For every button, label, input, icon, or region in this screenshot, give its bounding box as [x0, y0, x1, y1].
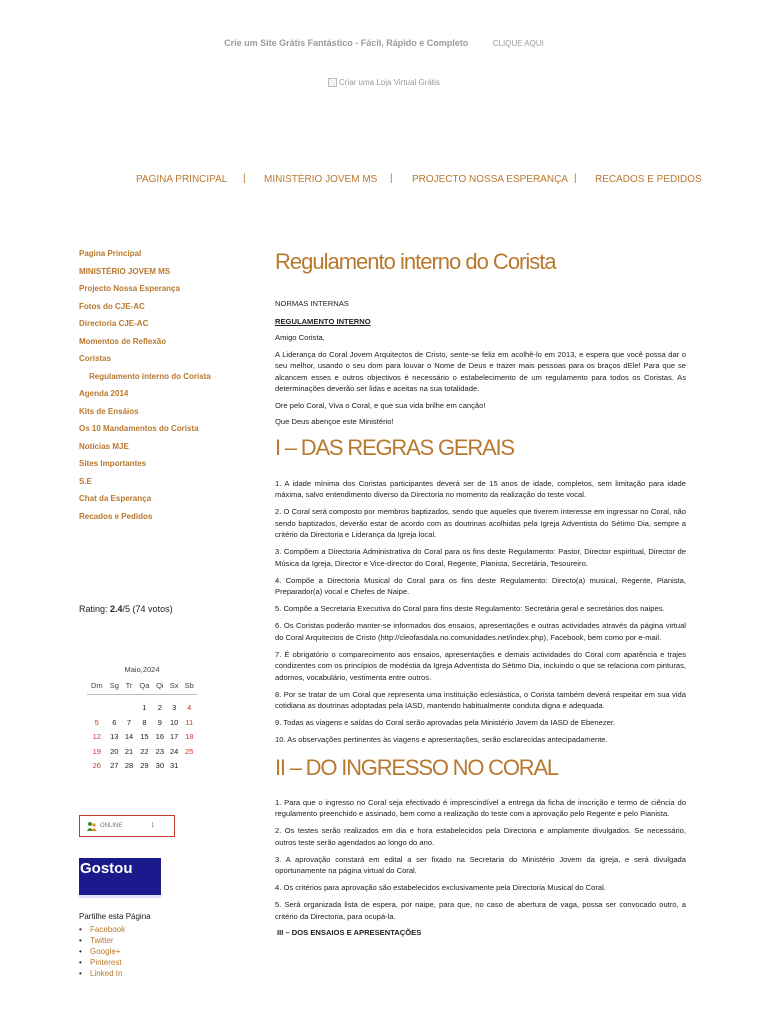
calendar-day-header: Sx — [167, 679, 182, 695]
calendar-day[interactable]: 12 — [92, 732, 101, 742]
calendar-day[interactable]: 23 — [155, 746, 164, 756]
sidebar-item-momentos[interactable]: Momentos de Reflexão — [79, 336, 167, 346]
section-1-item: 1. A idade mínima dos Coristas participantes deverá ser de 15 anos de idade, completos, sem limitação para idade máxima, salvo entendimento diverso da Directoria no momento da realização do teste vocal. — [275, 478, 686, 499]
promo-link[interactable]: CLIQUE AQUI — [492, 39, 544, 48]
calendar-day[interactable]: 31 — [170, 761, 179, 771]
calendar-day[interactable]: 27 — [110, 761, 119, 771]
nav-separator: | — [574, 173, 577, 184]
calendar-day[interactable]: 11 — [185, 717, 194, 727]
calendar-day[interactable]: 29 — [140, 761, 149, 771]
calendar-day[interactable]: 3 — [172, 703, 177, 713]
calendar-day[interactable]: 9 — [157, 717, 162, 727]
calendar-day[interactable]: 18 — [185, 732, 194, 742]
sidebar-item-kits[interactable]: Kits de Ensáios — [79, 406, 139, 416]
calendar-day[interactable] — [182, 759, 197, 774]
nav-ministerio-jovem[interactable]: MINISTÉRIO JOVEM MS — [264, 174, 378, 185]
calendar-day[interactable]: 30 — [155, 761, 164, 771]
sidebar-item-recados[interactable]: Recados e Pedidos — [79, 511, 153, 521]
section-1-item: 2. O Coral será composto por membros baptizados, sendo que aqueles que tiverem interesse em ingressar no Coral, não sendo baptizados, deverão estar de acordo com as doutrinas acolhidas pela Igreja Adventista do Sétimo Dia, sempre a critério da Directoria e Liderança da Igreja local. — [275, 507, 686, 539]
store-banner-alt: Criar uma Loja Virtual Grátis — [339, 78, 440, 87]
calendar-day[interactable]: 17 — [170, 732, 179, 742]
calendar-day[interactable]: 8 — [142, 717, 147, 727]
nav-separator: | — [243, 173, 246, 184]
calendar-day[interactable]: 24 — [170, 746, 179, 756]
calendar-grid — [87, 679, 197, 773]
share-box — [79, 912, 151, 979]
pray-paragraph: Ore pelo Coral, Viva o Coral, e que sua vida brilhe em canção! — [275, 400, 486, 410]
broken-image-icon — [328, 78, 337, 87]
calendar-day[interactable]: 19 — [92, 746, 101, 756]
calendar — [87, 665, 197, 773]
calendar-day[interactable]: 10 — [170, 717, 179, 727]
calendar-day[interactable] — [122, 701, 136, 716]
online-count: 1 — [151, 823, 155, 829]
section-3-title: III – DOS ENSAIOS E APRESENTAÇÕES — [277, 928, 422, 937]
calendar-day[interactable]: 6 — [112, 717, 117, 727]
sidebar-item-sites[interactable]: Sites Importantes — [79, 459, 147, 468]
share-twitter-link[interactable]: • Twitter — [79, 935, 151, 946]
sidebar-item-mandamentos[interactable]: Os 10 Mandamentos do Corista — [79, 424, 199, 433]
calendar-day[interactable]: 2 — [157, 703, 162, 713]
bless-paragraph: Que Deus abençoe este Ministério! — [275, 417, 394, 426]
share-facebook-link[interactable]: • Facebook — [79, 924, 151, 935]
calendar-day[interactable]: 28 — [124, 761, 134, 771]
calendar-day[interactable]: 4 — [187, 703, 192, 713]
sidebar-item-regulamento[interactable]: Regulamento interno do Corista — [89, 371, 211, 381]
calendar-day[interactable] — [87, 701, 107, 716]
share-pinterest-link[interactable]: • Pinterest — [79, 957, 151, 968]
online-counter — [79, 815, 175, 837]
nav-separator: | — [390, 173, 393, 184]
calendar-day[interactable]: 21 — [124, 746, 134, 756]
normas-heading: NORMAS INTERNAS — [275, 299, 349, 308]
sidebar-menu — [79, 249, 239, 529]
section-1-item: 6. Os Coristas poderão manter-se informados dos ensaios, apresentações e outras actividades através da página virtual do Coral Arquitectos de Cristo (http://cleofasdala.no.comunidades.net/index.php), Facebook, bem como por e-mail. — [275, 621, 686, 642]
sidebar-item-projecto[interactable]: Projecto Nossa Esperança — [79, 284, 180, 293]
online-label: ONLINE — [100, 823, 123, 829]
users-online-icon — [86, 821, 96, 831]
share-linkedin-link[interactable]: • Linked In — [79, 968, 151, 979]
section-2-item: 2. Os testes serão realizados em dia e hora estabelecidos pela Directoria e amplamente divulgados. Se necessário, outros teste serão agendados ao longo do ano. — [275, 826, 686, 847]
calendar-day[interactable] — [107, 701, 122, 716]
calendar-day[interactable]: 5 — [94, 717, 99, 727]
sidebar-item-fotos[interactable]: Fotos do CJE-AC — [79, 301, 145, 311]
sidebar-item-chat[interactable]: Chat da Esperança — [79, 494, 152, 503]
section-2-item: 5. Será organizada lista de espera, por naipe, para que, no caso de abertura de vaga, possa ser convocado outro, a critério da Directoria, para ocupá-la. — [275, 900, 686, 921]
sidebar-item-se[interactable]: S.E — [79, 476, 92, 486]
calendar-day[interactable]: 13 — [110, 732, 119, 742]
promo-bar — [0, 38, 768, 48]
section-1-item: 5. Compõe a Secretaria Executiva do Coral para fins deste Regulamento: Secretária geral e secretários dos naipes. — [275, 604, 665, 613]
section-2-title: II – DO INGRESSO NO CORAL — [275, 754, 558, 780]
calendar-day[interactable]: 16 — [155, 732, 164, 742]
sidebar-item-pagina-principal[interactable]: Pagina Principal — [79, 249, 142, 258]
regulamento-heading: REGULAMENTO INTERNO — [275, 316, 371, 326]
intro-paragraph: A Liderança do Coral Jovem Arquitectos de Cristo, sente-se feliz em acolhê-lo em 2013, e espera que você possa dar o seu melhor, usando o seu dom para louvar o Nome de Deus e trazer mais pessoas para os braços dEle! Para que se alcancem esses e outros objectivos é necessário o estabelecimento de um regulamento para todos os Coristas. As determinações deverão ser lidas e aceitas na sua totalidade. — [275, 349, 686, 393]
sidebar-item-ministerio-jovem[interactable]: MINISTÉRIO JOVEM MS — [79, 266, 171, 276]
calendar-day[interactable]: 20 — [110, 746, 119, 756]
calendar-day[interactable]: 26 — [92, 761, 101, 771]
promo-text: Crie um Site Grátis Fantástico - Fácil, Rápido e Completo — [224, 38, 469, 48]
section-1-item: 3. Compõem a Directoria Administrativa do Coral para os fins deste Regulamento: Pastor, Director espiritual, Director de Música da Igreja, Director e Vice-director do Coral, Regente, Pianista, Secretária, Tesoureiro. — [275, 547, 686, 568]
nav-pagina-principal[interactable]: PAGINA PRINCIPAL — [136, 174, 228, 185]
calendar-day[interactable]: 22 — [140, 746, 149, 756]
sidebar-item-directoria[interactable]: Directoria CJE-AC — [79, 319, 149, 328]
sidebar-item-coristas[interactable]: Coristas — [79, 354, 112, 363]
calendar-day[interactable]: 14 — [124, 732, 134, 742]
calendar-day-header: Sb — [182, 679, 197, 695]
calendar-day-header: Dm — [87, 679, 107, 695]
nav-projecto-nossa-esperanca[interactable]: PROJECTO NOSSA ESPERANÇA — [412, 174, 568, 185]
section-1-item: 9. Todas as viagens e saídas do Coral serão aprovadas pela Ministério Jovem da IASD de Ebenezer. — [275, 718, 616, 727]
calendar-day[interactable]: 25 — [185, 746, 194, 756]
calendar-day-header: Qa — [136, 679, 153, 695]
sidebar-item-noticias[interactable]: Notícias MJE — [79, 441, 129, 451]
rating — [79, 604, 173, 614]
calendar-day-header: Sg — [107, 679, 122, 695]
rating-label: Rating: — [79, 604, 111, 614]
calendar-day[interactable]: 1 — [142, 703, 147, 713]
calendar-day-header: Tr — [122, 679, 136, 695]
section-2-item: 1. Para que o ingresso no Coral seja efectivado é imprescindível a entrega da ficha de inscrição e termo de ciência do regulamento preenchido e assinado, bem como a realização do teste com a aprovação pelo Regente e pelo Pianista. — [275, 797, 686, 818]
calendar-title: Maio,2024 — [124, 665, 160, 674]
page-title: Regulamento interno do Corista — [275, 249, 556, 274]
section-2-item: 4. Os critérios para aprovação são estabelecidos exclusivamente pela Directoria Musical do Coral. — [275, 883, 606, 892]
share-googleplus-link[interactable]: • Google+ — [79, 946, 151, 957]
rating-value: 2.4 — [110, 604, 123, 614]
nav-recados-pedidos[interactable]: RECADOS E PEDIDOS — [595, 174, 702, 185]
section-1-title: I – DAS REGRAS GERAIS — [275, 434, 514, 460]
calendar-day[interactable]: 15 — [140, 732, 149, 742]
section-1-item: 8. Por se tratar de um Coral que representa uma instituição eclesiástica, o Corista também deverá respeitar em sua vida cotidiana as doutrinas adoptadas pela IASD, mantendo habitualmente conduta digna e adequada. — [275, 689, 686, 710]
section-2-item: 3. A aprovação constará em edital a ser fixado na Secretaria do Ministério Jovem da igreja, e será divulgada oportunamente na página virtual do Coral. — [275, 854, 686, 875]
calendar-day-header: Qi — [153, 679, 167, 695]
greeting: Amigo Corista, — [275, 333, 325, 342]
rating-suffix: /5 (74 votos) — [122, 604, 173, 614]
sidebar-item-agenda[interactable]: Agenda 2014 — [79, 389, 129, 398]
store-banner[interactable] — [328, 78, 440, 87]
gostou-button[interactable]: Gostou — [79, 858, 161, 898]
calendar-day[interactable]: 7 — [126, 717, 132, 727]
section-1-item: 4. Compõe a Directoria Musical do Coral para os fins deste Regulamento: Directo(a) musical, Regente, Pianista, Preparador(a) vocal e Chefes de Naipe. — [275, 575, 686, 596]
section-1-item: 7. É obrigatório o comparecimento aos ensaios, apresentações e demais actividades do Coral com aparência e trajes condizentes com os princípios de modéstia da Igreja Adventista do Sétimo Dia, incluindo o que se relaciona com pinturas, adornos, vocabulário, vestimenta entre outros. — [275, 649, 686, 682]
main-content — [275, 248, 686, 939]
share-title: Partilhe esta Página — [79, 912, 151, 921]
section-1-item: 10. As observações pertinentes às viagens e apresentações, serão esclarecidas antecipadamente. — [275, 735, 608, 744]
